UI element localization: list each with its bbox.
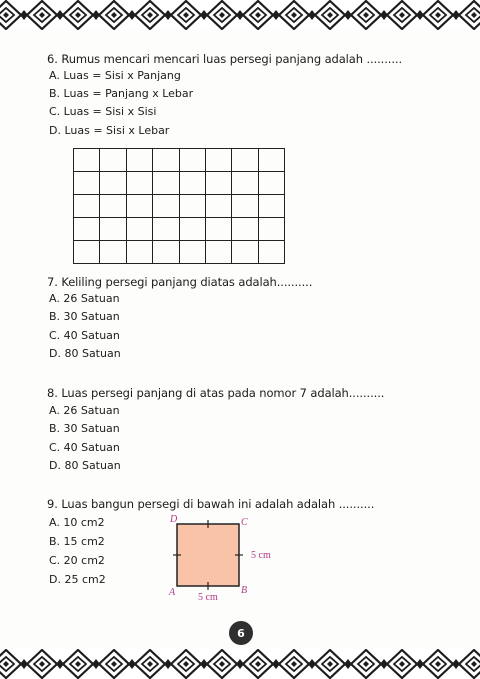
diamond-center bbox=[111, 12, 117, 18]
grid-cell bbox=[153, 241, 179, 264]
diamond-center bbox=[3, 12, 9, 18]
question-6-option-c: C. Luas = Sisi x Sisi bbox=[49, 105, 157, 118]
question-8-text: 8. Luas persegi panjang di atas pada nomor 7 adalah.......... bbox=[47, 386, 385, 400]
grid-cell bbox=[258, 241, 284, 264]
grid-cell bbox=[100, 195, 126, 218]
diamond-pattern bbox=[0, 649, 480, 679]
grid-cell bbox=[100, 149, 126, 172]
grid-cell bbox=[258, 218, 284, 241]
grid-row bbox=[74, 172, 285, 195]
diamond-center bbox=[255, 12, 261, 18]
grid-cell bbox=[232, 149, 258, 172]
question-8-option-a: A. 26 Satuan bbox=[49, 404, 120, 417]
vertex-label-d: D bbox=[170, 514, 178, 525]
grid-cell bbox=[100, 218, 126, 241]
diamond-center bbox=[75, 12, 81, 18]
diamond-center bbox=[291, 12, 297, 18]
diamond-center bbox=[363, 661, 369, 667]
grid-cell bbox=[126, 195, 152, 218]
grid-cell bbox=[205, 195, 231, 218]
grid-cell bbox=[126, 241, 152, 264]
question-9-option-c: C. 20 cm2 bbox=[49, 554, 105, 567]
vertex-label-b: B bbox=[241, 585, 248, 596]
diamond-center bbox=[291, 661, 297, 667]
grid-cell bbox=[126, 149, 152, 172]
grid-cell bbox=[179, 195, 205, 218]
grid-cell bbox=[179, 218, 205, 241]
question-6-option-d: D. Luas = Sisi x Lebar bbox=[49, 124, 170, 137]
diamond-center bbox=[39, 12, 45, 18]
grid-cell bbox=[153, 195, 179, 218]
grid-row bbox=[74, 218, 285, 241]
vertex-label-c: C bbox=[241, 517, 248, 528]
grid-cell bbox=[258, 195, 284, 218]
decorative-bottom-border bbox=[0, 649, 480, 679]
diamond-center bbox=[219, 12, 225, 18]
grid-cell bbox=[100, 241, 126, 264]
question-9-option-d: D. 25 cm2 bbox=[49, 573, 106, 586]
grid-row bbox=[74, 149, 285, 172]
question-7-option-b: B. 30 Satuan bbox=[49, 310, 120, 323]
grid-cell bbox=[205, 149, 231, 172]
diamond-center bbox=[327, 661, 333, 667]
square-shape bbox=[177, 524, 239, 586]
diamond-center bbox=[111, 661, 117, 667]
question-8-option-c: C. 40 Satuan bbox=[49, 441, 120, 454]
grid-cell bbox=[232, 195, 258, 218]
diamond-center bbox=[399, 12, 405, 18]
vertex-label-a: A bbox=[169, 587, 176, 598]
diamond-center bbox=[435, 12, 441, 18]
grid-cell bbox=[258, 172, 284, 195]
grid-cell bbox=[232, 241, 258, 264]
grid-cell bbox=[179, 172, 205, 195]
grid-cell bbox=[205, 172, 231, 195]
grid-cell bbox=[153, 172, 179, 195]
rectangle-grid-figure bbox=[73, 148, 285, 264]
grid-cell bbox=[74, 195, 100, 218]
question-7-option-d: D. 80 Satuan bbox=[49, 347, 121, 360]
grid-cell bbox=[232, 172, 258, 195]
diamond-center bbox=[255, 661, 261, 667]
diamond-center bbox=[147, 661, 153, 667]
grid-cell bbox=[258, 149, 284, 172]
grid-cell bbox=[74, 241, 100, 264]
grid-cell bbox=[232, 218, 258, 241]
question-7-option-a: A. 26 Satuan bbox=[49, 292, 120, 305]
grid-cell bbox=[205, 241, 231, 264]
side-length-label-right: 5 cm bbox=[251, 550, 271, 561]
diamond-center bbox=[399, 661, 405, 667]
question-9-text: 9. Luas bangun persegi di bawah ini adalah adalah .......... bbox=[47, 497, 375, 511]
grid-row bbox=[74, 195, 285, 218]
diamond-center bbox=[471, 661, 477, 667]
grid-cell bbox=[153, 218, 179, 241]
diamond-center bbox=[3, 661, 9, 667]
grid-cell bbox=[126, 172, 152, 195]
question-6-text: 6. Rumus mencari mencari luas persegi panjang adalah .......... bbox=[47, 52, 403, 66]
grid-row bbox=[74, 241, 285, 264]
question-6-option-b: B. Luas = Panjang x Lebar bbox=[49, 87, 194, 100]
question-8-option-d: D. 80 Satuan bbox=[49, 459, 121, 472]
diamond-center bbox=[363, 12, 369, 18]
diamond-center bbox=[147, 12, 153, 18]
question-9-option-b: B. 15 cm2 bbox=[49, 535, 105, 548]
grid-cell bbox=[74, 149, 100, 172]
diamond-center bbox=[471, 12, 477, 18]
question-7-option-c: C. 40 Satuan bbox=[49, 329, 120, 342]
diamond-center bbox=[219, 661, 225, 667]
grid-cell bbox=[74, 218, 100, 241]
decorative-top-border bbox=[0, 0, 480, 30]
question-9-option-a: A. 10 cm2 bbox=[49, 516, 105, 529]
diamond-center bbox=[183, 661, 189, 667]
diamond-center bbox=[327, 12, 333, 18]
question-7-text: 7. Keliling persegi panjang diatas adalah.......... bbox=[47, 275, 313, 289]
side-length-label-bottom: 5 cm bbox=[198, 592, 218, 603]
diamond-pattern bbox=[0, 0, 480, 30]
grid-cell bbox=[100, 172, 126, 195]
grid-cell bbox=[179, 149, 205, 172]
diamond-center bbox=[39, 661, 45, 667]
question-6-option-a: A. Luas = Sisi x Panjang bbox=[49, 69, 181, 82]
grid-cell bbox=[205, 218, 231, 241]
grid-cell bbox=[153, 149, 179, 172]
grid-cell bbox=[179, 241, 205, 264]
diamond-center bbox=[75, 661, 81, 667]
grid-cell bbox=[74, 172, 100, 195]
page-number-badge: 6 bbox=[229, 621, 253, 645]
square-figure bbox=[168, 512, 278, 604]
diamond-center bbox=[183, 12, 189, 18]
diamond-center bbox=[435, 661, 441, 667]
grid-cell bbox=[126, 218, 152, 241]
question-8-option-b: B. 30 Satuan bbox=[49, 422, 120, 435]
